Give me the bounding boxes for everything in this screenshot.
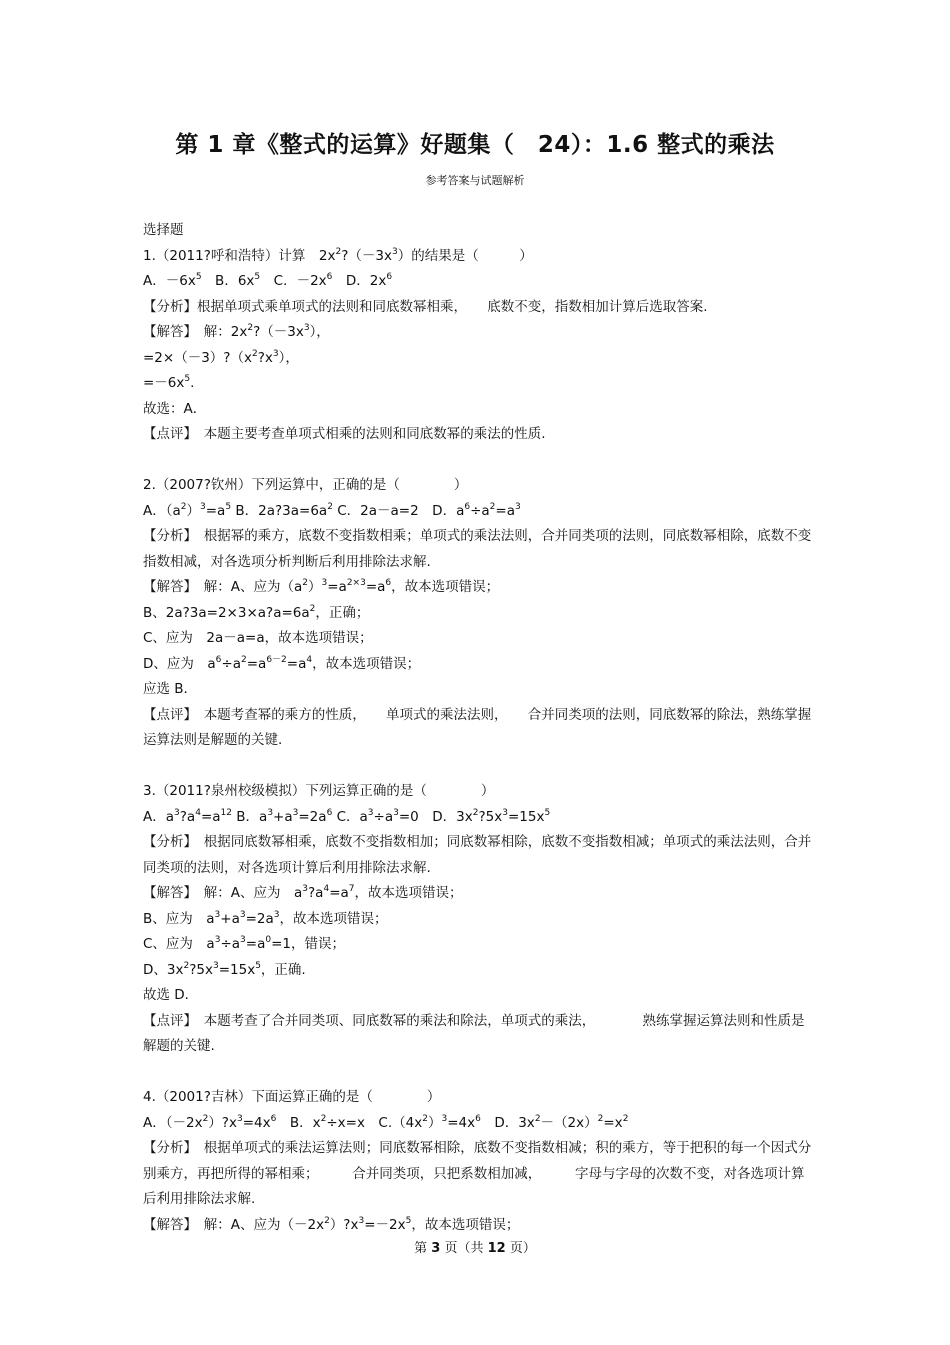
q1-answer: 故选：A． [143,400,207,417]
q2-solution-line-3: C、应为 2a－a=a，故本选项错误； [143,630,373,646]
q3-solution-line-3: C、应为 $a^3\div a^3=a^0=1$，错误； [143,935,345,952]
q2-solution-line-4: D、应为 $a^6\div a^2=a^{6-2}=a^4$，故本选项错误； [143,654,421,672]
document-body [143,218,813,1238]
q3-solution-line-4: D、$3x^2?5x^3=15x^5$，正确. [143,960,306,978]
q3-analysis: 【分析】 根据同底数幂相乘，底数不变指数相加；同底数幂相除，底数不变指数相减；单项式的乘法法则，合并同类项的法则，对各选项计算后利用排除法求解. [143,834,812,876]
q1-options: A．$-6x^5$ B．$6x^5$ C．$-2x^6$ D．$2x^6$ [143,272,393,289]
q2-comment: 【点评】 本题考查幂的乘方的性质， 单项式的乘法法则， 合并同类项的法则，同底数幂的除法，熟练掌握运算法则是解题的关键. [143,706,812,748]
q4-analysis: 【分析】 根据单项式的乘法运算法则；同底数幂相除，底数不变指数相减；积的乘方，等于把积的每一个因式分别乘方，再把所得的幂相乘； 合并同类项，只把系数相加减， 字母与字母的次数不变，对各选项计算后利用排除法求解. [143,1140,812,1207]
q4-stem: 4.（2001?吉林）下面运算正确的是（ ） [143,1089,441,1105]
q2-stem: 2.（2007?钦州）下列运算中，正确的是（ ） [143,477,468,493]
q2-answer: 应选 B． [143,681,198,697]
q2-options: A．$(a^2)^3=a^5$ B．$2a?3a=6a^2$ C．2a－a=2 D．$a^6\div a^2=a^3$ [143,501,521,519]
q1-solution-line-1: 【解答】 解：$2x^2?(-3x^3)$， [143,323,330,340]
q4-solution-line-1: 【解答】 解：A、应为$(-2x^2)?x^3=-2x^5$，故本选项错误； [143,1215,520,1233]
q1-solution-line-3: $=-6x^5$. [143,374,195,391]
section-heading: 选择题 [143,222,184,238]
q3-comment: 【点评】 本题考查了合并同类项、同底数幂的乘法和除法，单项式的乘法， 熟练掌握运算法则和性质是解题的关键. [143,1012,805,1054]
page-subtitle: 参考答案与试题解析 [425,174,525,187]
q2-solution-line-2: B、$2a?3a=2\times 3\times a?a=6a^2$，正确； [143,603,370,621]
page-total: 12 [487,1241,506,1256]
page-number: 3 [431,1241,441,1256]
q1-analysis: 【分析】根据单项式乘单项式的法则和同底数幂相乘， 底数不变，指数相加计算后选取答案. [143,298,708,315]
q3-solution-line-2: B、应为 $a^3+a^3=2a^3$，故本选项错误； [143,909,388,927]
q3-answer: 故选 D． [143,987,199,1003]
q2-solution-line-1: 【解答】 解：A、应为$(a^2)^3=a^{2\times 3}=a^6$，故本选项错误； [143,578,500,595]
q3-solution-line-1: 【解答】 解：A、应为 $a^3?a^4=a^7$，故本选项错误； [143,884,463,901]
page-title: 第 1 章《整式的运算》好题集（ 24）：1.6 整式的乘法 [175,132,775,158]
q1-solution-line-2: $=2\times(-3)?(x^2?x^3)$， [143,348,299,366]
q1-stem: 1.（2011?呼和浩特）计算 $2x^2?(-3x^3)$的结果是（ ） [143,246,533,264]
q3-options: A．$a^3?a^4=a^{12}$ B．$a^3+a^3=2a^6$ C．$a^3\div a^3=0$ D．$3x^2?5x^3=15x^5$ [143,807,551,825]
q4-options: A．$(-2x^2)?x^3=4x^6$ B．$x^2\div x=x$ $C.(4x^2)^3=4x^6$ D．$3x^2-(2x)^2=x^2$ [143,1113,629,1131]
q2-analysis: 【分析】 根据幂的乘方，底数不变指数相乘；单项式的乘法法则，合并同类项的法则，同底数幂相除，底数不变指数相减，对各选项分析判断后利用排除法求解. [143,528,812,570]
q3-stem: 3.（2011?泉州校级模拟）下列运算正确的是（ ） [143,783,495,799]
page-footer: 第 3 页（共 12 页） [414,1241,536,1256]
q1-comment: 【点评】 本题主要考查单项式相乘的法则和同底数幂的乘法的性质. [143,426,546,442]
